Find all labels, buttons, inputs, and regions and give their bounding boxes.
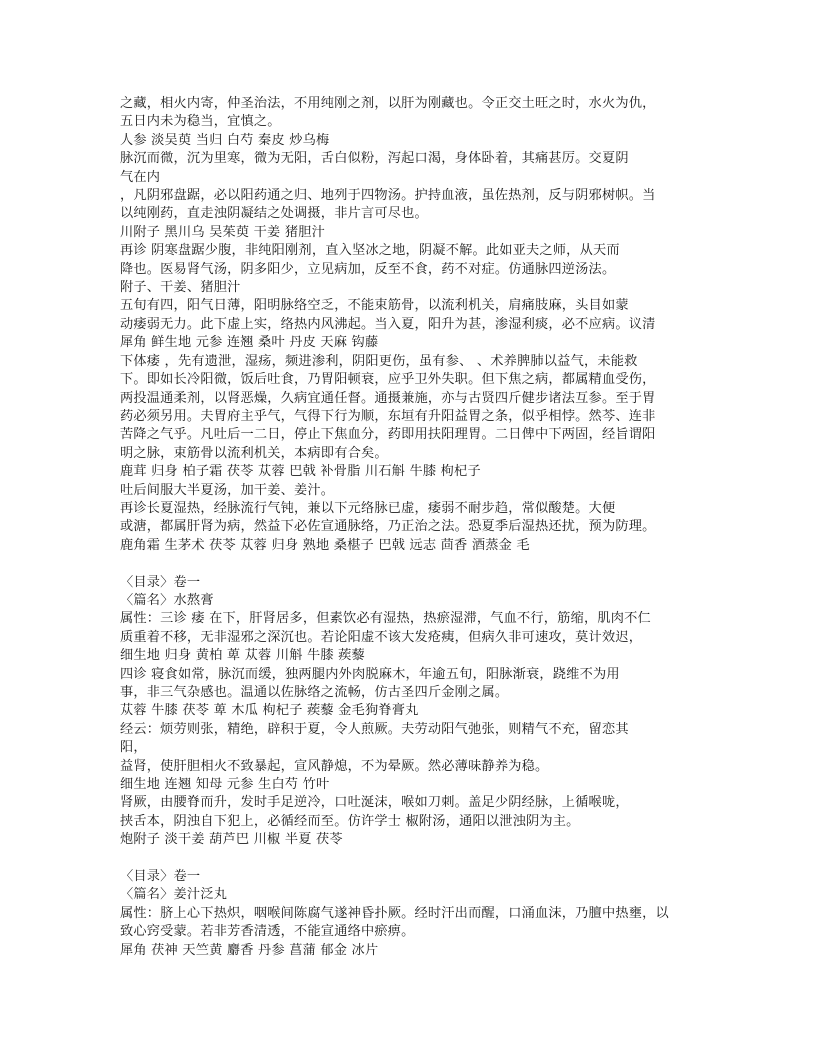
blank-line: [120, 555, 710, 573]
text-line: 降也。医易肾气汤，阴多阳少，立见病加，反至不食，药不对症。仿通脉四逆汤法。: [120, 261, 616, 277]
text-line: 脉沉而微，沉为里寒，微为无阳，舌白似粉，泻起口渴，身体卧着，其痛甚厉。交夏阴: [120, 151, 629, 167]
section-case-continuation: [120, 95, 710, 555]
text-line: 挟舌本，阴浊自下犯上，必循经而至。仿许学士 椒附汤，通阳以泄浊阴为主。: [120, 813, 580, 829]
text-line: 事，非三气杂感也。温通以佐脉络之流畅，仿古圣四斤金刚之属。: [120, 685, 509, 700]
catalog-heading: 〈目录〉卷一: [120, 574, 201, 590]
text-line: 苦降之气乎。凡吐后一二日，停止下焦血分，药即用扶阳理胃。二日俾中下两固，经旨谓阳: [120, 427, 656, 443]
text-line: 或溏，都属肝肾为病，然益下必佐宣通脉络，乃正治之法。恐夏季后湿热还扰，预为防理。: [120, 519, 656, 535]
text-line: ，凡阴邪盘踞，必以阳药通之归、地列于四物汤。护持血液，虽佐热剂，反与阴邪树帜。当: [120, 188, 656, 204]
prescription-line: 鹿茸 归身 柏子霜 茯苓 苁蓉 巴戟 补骨脂 川石斛 牛膝 枸杞子: [120, 464, 481, 480]
prescription-line: 附子、干姜、猪胆汁: [120, 280, 241, 296]
text-line: 再诊 阴寒盘踞少腹，非纯阳刚剂，直入坚冰之地，阴凝不解。此如亚夫之师，从天而: [120, 243, 620, 259]
text-line: 再诊长夏湿热，经脉流行气钝，兼以下元络脉已虚，痿弱不耐步趋，常似酸楚。大便: [120, 500, 616, 516]
text-line: 之藏，相火内寄，仲圣治法，不用纯刚之剂，以肝为刚藏也。令正交土旺之时，水火为仇，: [120, 96, 656, 111]
text-line: 五日内未为稳当，宜慎之。: [120, 114, 281, 130]
prescription-line: 川附子 黑川乌 吴茱萸 干姜 猪胆汁: [120, 224, 325, 240]
text-line: 两投温通柔剂，以肾恶燥，久病宜通任督。通摄兼施，亦与古贤四斤健步诸法互参。至于胃: [120, 390, 656, 406]
prescription-line: 犀角 茯神 天竺黄 麝香 丹参 菖蒲 郁金 冰片: [120, 942, 379, 958]
text-line: 肾厥，由腰脊而升，发时手足逆冷，口吐涎沫，喉如刀刺。盖足少阴经脉，上循喉咙，: [120, 795, 629, 811]
text-line: 气在内: [120, 169, 161, 185]
prescription-line: 炮附子 淡干姜 葫芦巴 川椒 半夏 茯苓: [120, 832, 343, 848]
text-line: 下。即如长冷阳微，饭后吐食，乃胃阳顿衰，应乎卫外失职。但下焦之病，都属精血受伤，: [120, 372, 656, 388]
text-line: 明之脉，束筋骨以流利机关，本病即有合矣。: [120, 445, 388, 461]
text-line: 经云：烦劳则张，精绝，辟积于夏，令人煎厥。夫劳动阳气弛张，则精气不充，留恋其: [120, 721, 629, 737]
text-line: 药必须另用。夫胃府主乎气，气得下行为顺，东垣有升阳益胃之条，似乎相悖。然芩、连非: [120, 408, 656, 424]
catalog-heading: 〈目录〉卷一: [120, 869, 201, 885]
text-line: 四诊 寝食如常，脉沉而缓，独两腿内外肉脱麻木，年逾五旬，阳脉渐衰，跷维不为用: [120, 666, 620, 682]
prescription-line: 苁蓉 牛膝 茯苓 萆 木瓜 枸杞子 蒺藜 金毛狗脊膏丸: [120, 703, 419, 719]
text-line: 属性：脐上心下热炽，咽喉间陈腐气遂神昏扑厥。经时汗出而醒，口涌血沫，乃膻中热壅，以: [120, 905, 669, 921]
prescription-line: 鹿角霜 生茅术 茯苓 苁蓉 归身 熟地 桑椹子 巴戟 远志 茴香 酒蒸金 毛: [120, 537, 530, 553]
section-shuiao-gao: [120, 574, 710, 850]
prescription-line: 人参 淡吴萸 当归 白芍 秦皮 炒乌梅: [120, 132, 330, 148]
prescription-line: 细生地 归身 黄柏 萆 苁蓉 川斛 牛膝 蒺藜: [120, 648, 365, 664]
text-line: 阳，: [120, 740, 147, 756]
text-line: 五旬有四，阳气日薄，阳明脉络空乏，不能束筋骨，以流利机关，肩痛肢麻，头目如蒙: [120, 298, 629, 314]
chapter-title: 〈篇名〉姜汁泛丸: [120, 887, 228, 903]
text-line: 质重着不移，无非湿邪之深沉也。若论阳虚不该大发疮痍，但病久非可速攻，莫计效迟，: [120, 629, 643, 645]
text-line: 致心窍受蒙。若非芳香清透，不能宣通络中瘀痹。: [120, 924, 415, 940]
text-line: 下体痿 ，先有遗泄，湿疡，频进渗利，阴阳更伤，虽有参、 、术养脾肺以益气，未能救: [120, 353, 638, 369]
blank-line: [120, 850, 710, 868]
document-page: [120, 95, 710, 960]
section-jiangzhi-fanwan: [120, 868, 710, 960]
prescription-line: 细生地 连翘 知母 元参 生白芍 竹叶: [120, 777, 330, 793]
text-line: 以纯刚药，直走浊阴凝结之处调摄，非片言可尽也。: [120, 206, 428, 222]
text-line: 益肾，使肝胆相火不致暴起，宣风静熄，不为晕厥。然必薄味静养为稳。: [120, 758, 549, 774]
text-line: 动痿弱无力。此下虚上实，络热内风沸起。当入夏，阳升为甚，渗湿利痰，必不应病。议清: [120, 316, 656, 332]
prescription-line: 犀角 鲜生地 元参 连翘 桑叶 丹皮 天麻 钩藤: [120, 335, 379, 351]
text-line: 吐后间服大半夏汤，加干姜、姜汁。: [120, 482, 335, 498]
text-line: 属性：三诊 痿 在下，肝肾居多，但素饮必有湿热，热瘀湿滞，气血不行，筋缩，肌肉不仁: [120, 611, 651, 627]
chapter-title: 〈篇名〉水熬膏: [120, 592, 214, 608]
